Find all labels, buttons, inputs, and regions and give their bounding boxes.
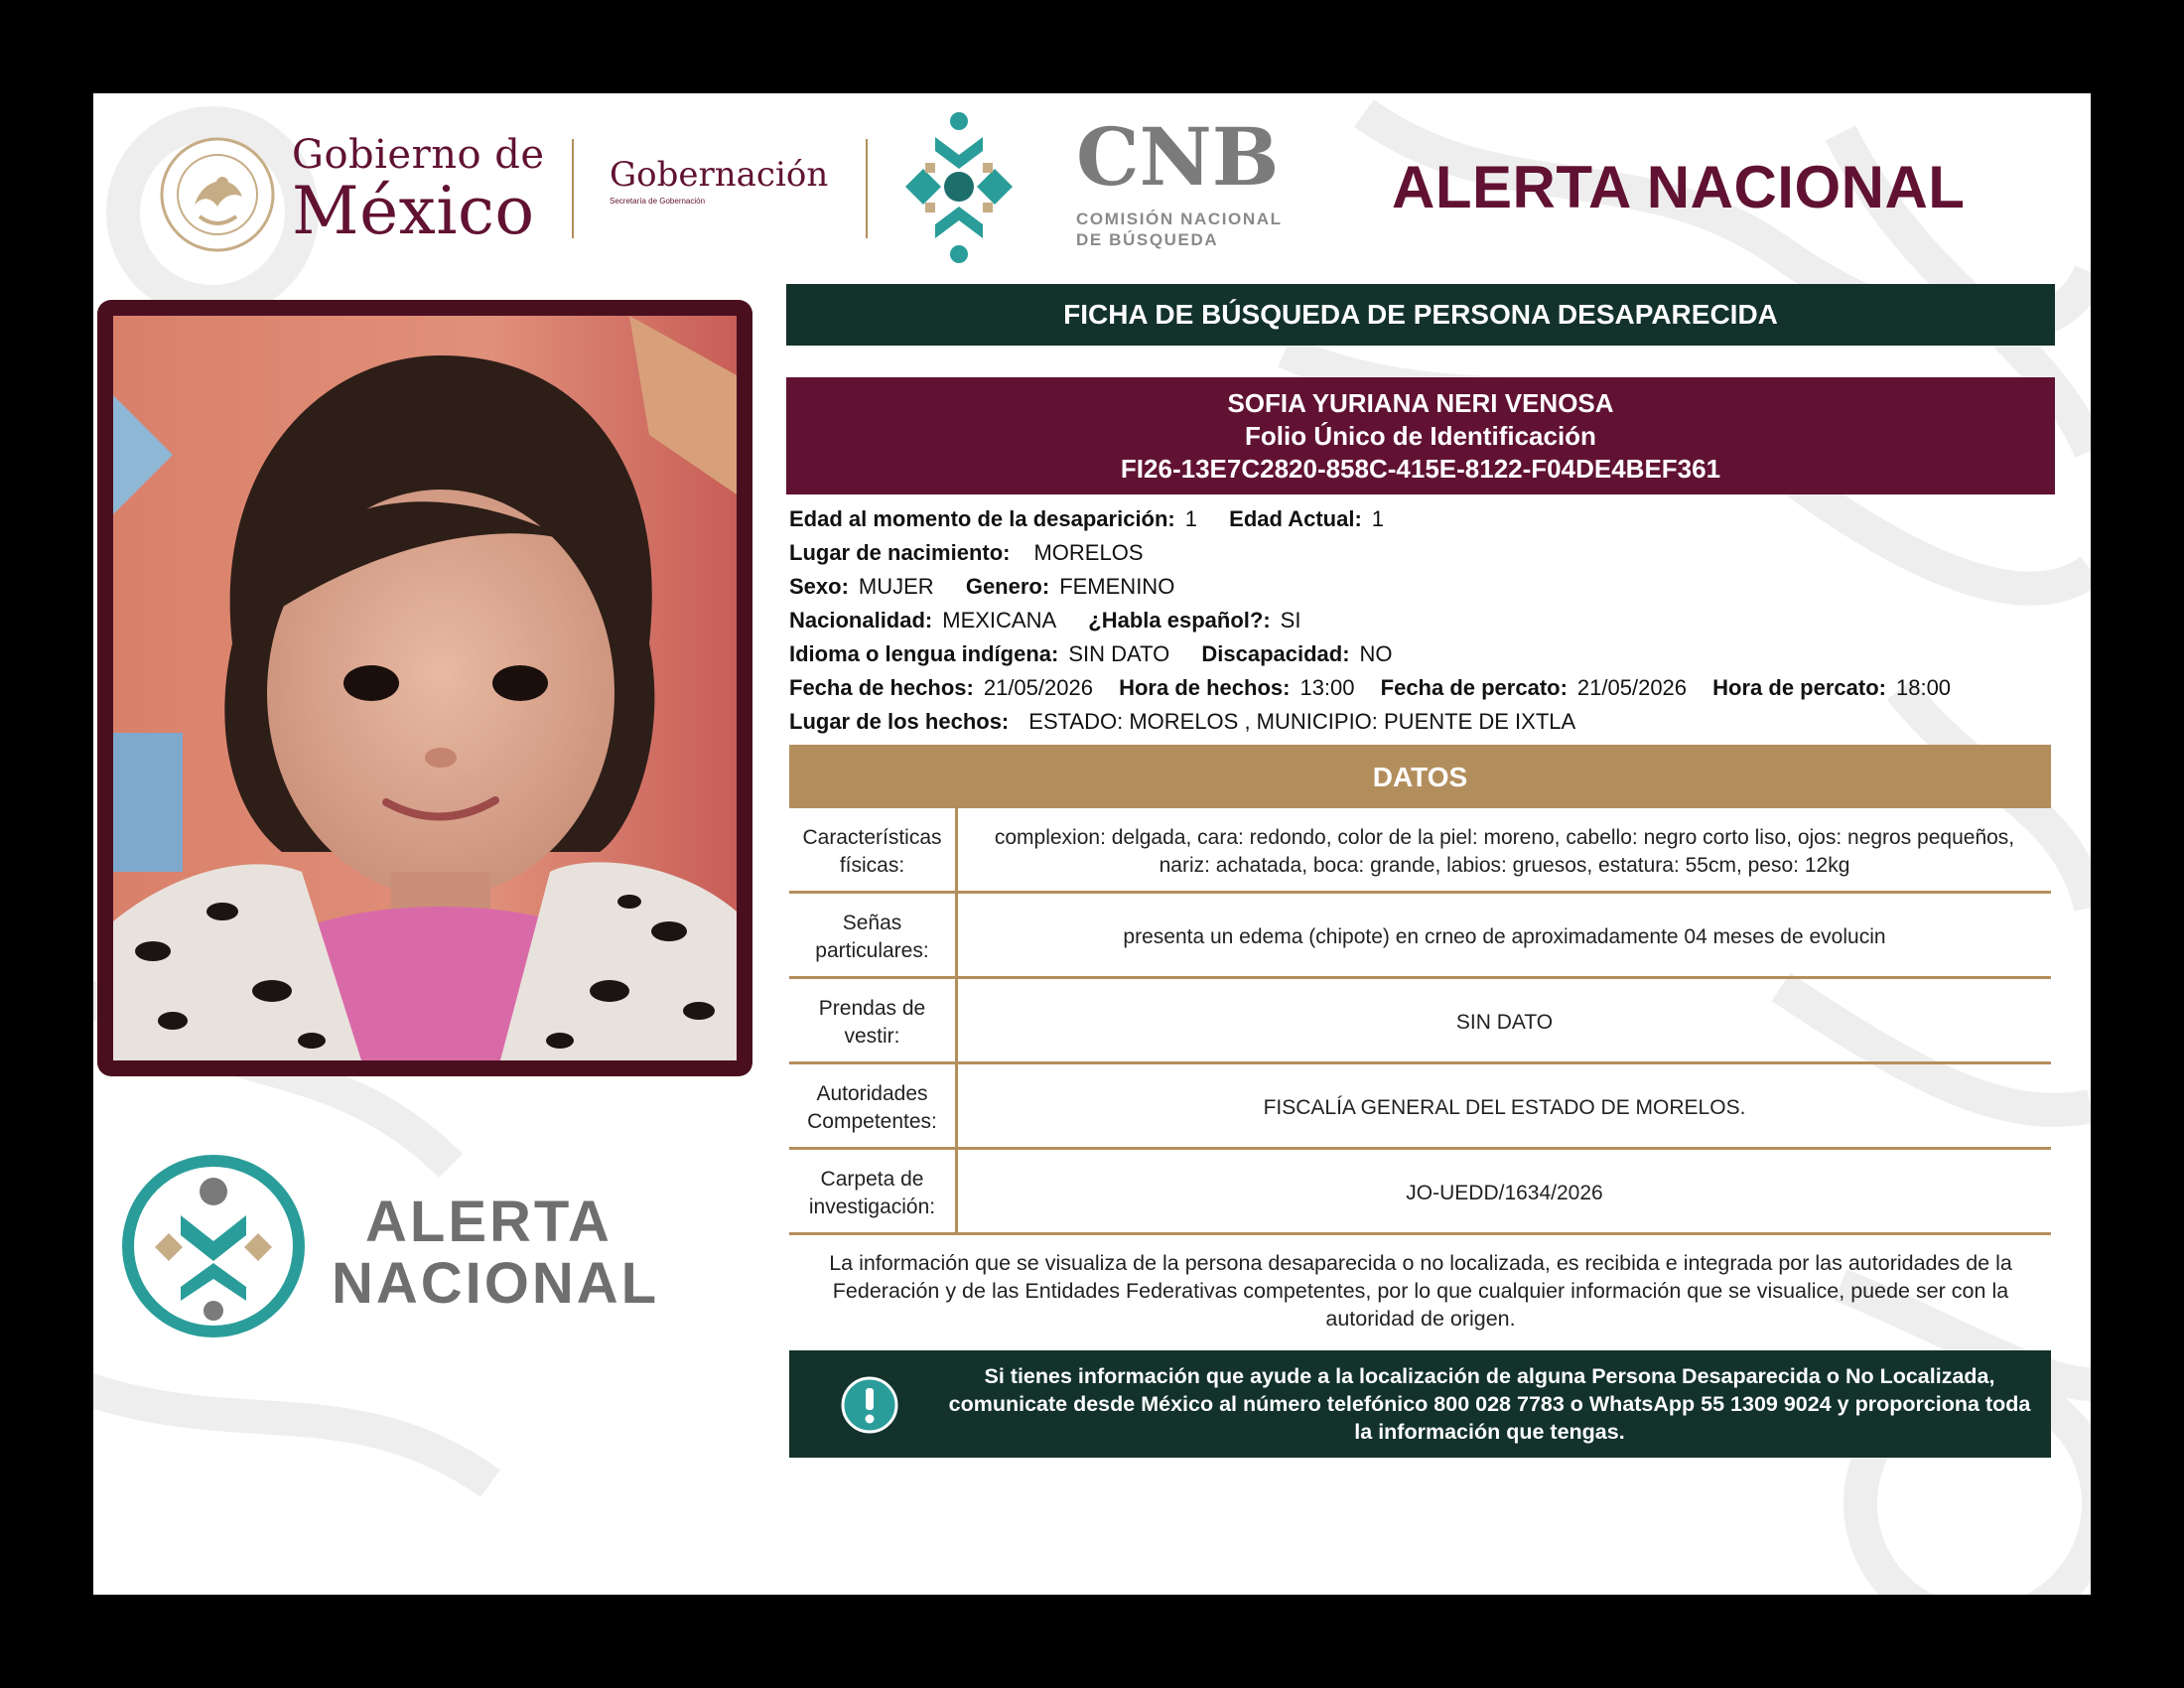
- alerta-nacional-title: ALERTA NACIONAL: [1392, 154, 1966, 220]
- idioma-label: Idioma o lengua indígena:: [789, 641, 1059, 666]
- photo-frame: [97, 300, 752, 1076]
- row-value: JO-UEDD/1634/2026: [1406, 1181, 1603, 1204]
- discapacidad-label: Discapacidad:: [1201, 641, 1350, 666]
- table-row: [789, 894, 2051, 979]
- personal-info: [786, 502, 2055, 739]
- sexo-label: Sexo:: [789, 574, 849, 599]
- gobierno-line2: México: [292, 173, 535, 249]
- header-divider: [572, 139, 574, 238]
- folio-number: FI26-13E7C2820-858C-415E-8122-F04DE4BEF361: [1120, 454, 1721, 484]
- ficha-panel: [786, 284, 2055, 1458]
- hora-percato-value: 18:00: [1895, 675, 1952, 700]
- gobernacion-title: Gobernación: [610, 155, 829, 195]
- nacionalidad-label: Nacionalidad:: [789, 608, 933, 633]
- alerta-logo-line2: NACIONAL: [332, 1251, 660, 1316]
- alert-sheet: [93, 93, 2091, 1595]
- table-row: [789, 808, 2051, 894]
- lugar-hechos-label: Lugar de los hechos:: [789, 709, 1010, 734]
- alerta-nacional-emblem-icon: [119, 1152, 308, 1340]
- gobierno-line1: Gobierno de: [292, 132, 545, 178]
- table-row: [789, 1150, 2051, 1235]
- discapacidad-value: NO: [1359, 641, 1393, 666]
- hora-hechos-label: Hora de hechos:: [1119, 675, 1291, 700]
- cnb-emblem-icon: [899, 107, 1019, 266]
- row-value: presenta un edema (chipote) en crneo de aproximadamente 04 meses de evolucin: [1123, 924, 1886, 948]
- fecha-percato-value: 21/05/2026: [1576, 675, 1688, 700]
- datos-table: [789, 808, 2051, 1235]
- lugar-hechos-value: ESTADO: MORELOS , MUNICIPIO: PUENTE DE IXTLA: [1028, 709, 1576, 734]
- identity-block: [786, 377, 2055, 494]
- info-row: [789, 570, 2055, 604]
- gobernacion-logo: [610, 155, 828, 206]
- habla-espanol-value: SI: [1280, 608, 1301, 633]
- info-row: [789, 536, 2055, 570]
- info-row: [789, 671, 2055, 705]
- row-label: Autoridades Competentes:: [789, 1064, 958, 1147]
- lugar-nacimiento-value: MORELOS: [1033, 540, 1144, 565]
- contact-banner: [789, 1350, 2051, 1458]
- datos-header: DATOS: [789, 745, 2051, 808]
- row-label: Señas particulares:: [789, 894, 958, 976]
- gobernacion-subtitle: Secretaría de Gobernación: [610, 197, 706, 206]
- row-value: SIN DATO: [1455, 1010, 1554, 1034]
- edad-desaparicion-value: 1: [1184, 506, 1198, 531]
- cnb-line1: COMISIÓN NACIONAL: [1076, 210, 1283, 228]
- fecha-hechos-value: 21/05/2026: [983, 675, 1093, 700]
- person-name: SOFIA YURIANA NERI VENOSA: [1227, 388, 1614, 418]
- edad-desaparicion-label: Edad al momento de la desaparición:: [789, 506, 1175, 531]
- row-label: Características físicas:: [789, 808, 958, 891]
- table-row: [789, 1064, 2051, 1150]
- contact-text: Si tienes información que ayude a la localización de alguna Persona Desaparecida o No Localizada, comunicate desde México al número telefónico 800 028 7783 o WhatsApp 55 1309 9024 y proporciona toda la información que tengas.: [948, 1364, 2031, 1444]
- row-label: Carpeta de investigación:: [789, 1150, 958, 1232]
- info-row: [789, 604, 2055, 637]
- lugar-nacimiento-label: Lugar de nacimiento:: [789, 540, 1011, 565]
- edad-actual-value: 1: [1371, 506, 1385, 531]
- disclaimer-text: La información que se visualiza de la persona desaparecida o no localizada, es recibida e integrada por las autoridades de la Federación y de las Entidades Federativas competentes, por lo que cualquier información que se visualice, puede ser con la autoridad de origen.: [829, 1251, 2012, 1331]
- genero-value: FEMENINO: [1059, 574, 1175, 599]
- hora-hechos-value: 13:00: [1299, 675, 1355, 700]
- cnb-logo-text: [1076, 110, 1283, 250]
- hora-percato-label: Hora de percato:: [1712, 675, 1886, 700]
- genero-label: Genero:: [965, 574, 1050, 599]
- idioma-value: SIN DATO: [1068, 641, 1170, 666]
- row-value: complexion: delgada, cara: redondo, color de la piel: moreno, cabello: negro corto liso, ojos: negros pequeños, nariz: achatada, boca: grande, labios: gruesos, estatura: 55cm, peso: 12kg: [994, 825, 2015, 877]
- cnb-line2: DE BÚSQUEDA: [1076, 230, 1219, 249]
- exclamation-icon: [841, 1376, 898, 1434]
- folio-label: Folio Único de Identificación: [1245, 421, 1596, 451]
- row-value: FISCALÍA GENERAL DEL ESTADO DE MORELOS.: [1263, 1095, 1746, 1119]
- info-row: [789, 637, 2055, 671]
- info-row: [789, 502, 2055, 536]
- table-row: [789, 979, 2051, 1064]
- cnb-acronym: CNB: [1076, 110, 1280, 204]
- fecha-hechos-label: Fecha de hechos:: [789, 675, 974, 700]
- row-label: Prendas de vestir:: [789, 979, 958, 1061]
- edad-actual-label: Edad Actual:: [1229, 506, 1362, 531]
- alerta-logo-line1: ALERTA: [365, 1190, 613, 1254]
- national-seal-icon: [155, 135, 280, 254]
- fecha-percato-label: Fecha de percato:: [1380, 675, 1568, 700]
- gobierno-de-mexico-logo: [155, 129, 671, 258]
- alerta-nacional-logo: [119, 1152, 660, 1340]
- header-divider: [866, 139, 868, 238]
- nacionalidad-value: MEXICANA: [942, 608, 1057, 633]
- habla-espanol-label: ¿Habla español?:: [1088, 608, 1271, 633]
- missing-person-photo: [113, 316, 737, 1060]
- info-row: [789, 705, 2055, 739]
- ficha-title: FICHA DE BÚSQUEDA DE PERSONA DESAPARECIDA: [786, 284, 2055, 346]
- sexo-value: MUJER: [858, 574, 934, 599]
